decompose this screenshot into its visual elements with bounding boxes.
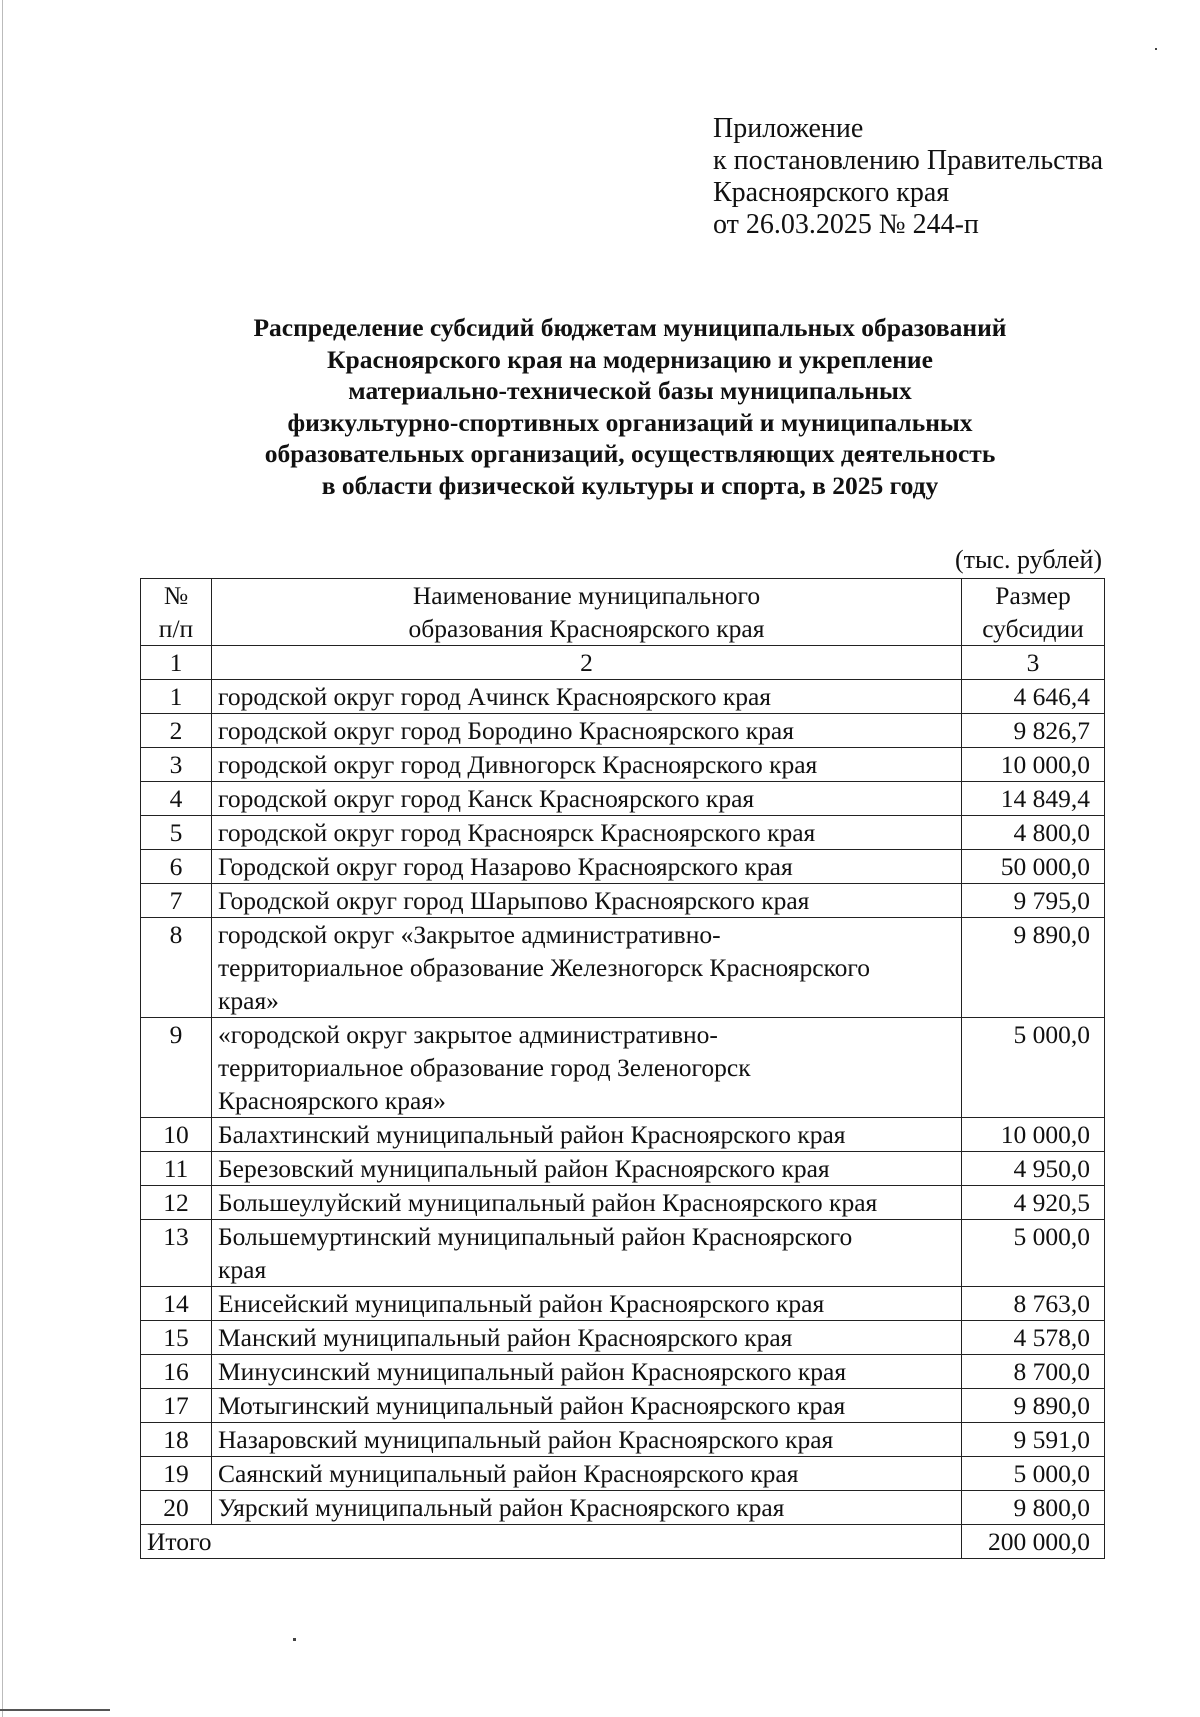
row-amount: 8 700,0 <box>962 1355 1105 1389</box>
row-num: 5 <box>141 816 212 850</box>
table-row <box>141 1220 1105 1287</box>
row-num: 11 <box>141 1152 212 1186</box>
table-row <box>141 1118 1105 1152</box>
row-name: Енисейский муниципальный район Красноярского края <box>212 1287 962 1321</box>
row-amount: 9 800,0 <box>962 1491 1105 1525</box>
row-name: городской округ город Канск Красноярского края <box>212 782 962 816</box>
table-row <box>141 850 1105 884</box>
scan-edge-mark <box>2 0 3 1717</box>
table-row <box>141 884 1105 918</box>
row-name-line: Красноярского края» <box>218 1086 446 1115</box>
row-num: 2 <box>141 714 212 748</box>
row-name-line: края» <box>218 986 279 1015</box>
header-num <box>141 579 212 646</box>
document-title <box>140 312 1120 501</box>
title-line-1: Распределение субсидий бюджетам муниципальных образований <box>253 313 1007 342</box>
row-num: 9 <box>141 1018 212 1118</box>
subsidy-table <box>140 578 1105 1559</box>
row-name <box>212 1220 962 1287</box>
row-amount: 4 920,5 <box>962 1186 1105 1220</box>
row-amount: 9 826,7 <box>962 714 1105 748</box>
row-name: Балахтинский муниципальный район Красноярского края <box>212 1118 962 1152</box>
total-amount: 200 000,0 <box>962 1525 1105 1559</box>
units-label: (тыс. рублей) <box>955 545 1103 574</box>
table-row <box>141 1389 1105 1423</box>
row-amount: 9 890,0 <box>962 1389 1105 1423</box>
row-name: Минусинский муниципальный район Красноярского края <box>212 1355 962 1389</box>
header-name <box>212 579 962 646</box>
row-num: 15 <box>141 1321 212 1355</box>
row-num: 6 <box>141 850 212 884</box>
column-number: 3 <box>962 646 1105 680</box>
table-row <box>141 1457 1105 1491</box>
table-row <box>141 816 1105 850</box>
row-amount: 5 000,0 <box>962 1220 1105 1287</box>
header-amount <box>962 579 1105 646</box>
appendix-block <box>713 113 1103 241</box>
table-row <box>141 680 1105 714</box>
appendix-line-4: от 26.03.2025 № 244-п <box>713 209 979 240</box>
header-amount-line-1: Размер <box>995 581 1071 610</box>
header-name-line-1: Наименование муниципального <box>412 581 761 610</box>
total-label: Итого <box>141 1525 962 1559</box>
row-amount: 9 890,0 <box>962 918 1105 1018</box>
column-number-row <box>141 646 1105 680</box>
row-name: городской округ город Бородино Красноярского края <box>212 714 962 748</box>
appendix-line-1: Приложение <box>713 113 864 144</box>
row-num: 20 <box>141 1491 212 1525</box>
table-row <box>141 714 1105 748</box>
table-row <box>141 918 1105 1018</box>
scan-bottom-line <box>0 1709 110 1711</box>
row-num: 13 <box>141 1220 212 1287</box>
row-num: 17 <box>141 1389 212 1423</box>
row-num: 10 <box>141 1118 212 1152</box>
row-num: 16 <box>141 1355 212 1389</box>
table-row <box>141 1491 1105 1525</box>
row-amount: 9 591,0 <box>962 1423 1105 1457</box>
row-amount: 14 849,4 <box>962 782 1105 816</box>
total-row <box>141 1525 1105 1559</box>
table-row <box>141 1287 1105 1321</box>
scan-dot <box>293 1638 296 1641</box>
title-line-2: Красноярского края на модернизацию и укрепление <box>327 344 933 374</box>
row-name <box>212 1018 962 1118</box>
row-name: Назаровский муниципальный район Красноярского края <box>212 1423 962 1457</box>
row-name: Городской округ город Назарово Красноярского края <box>212 850 962 884</box>
title-line-3: материально-технической базы муниципальных <box>348 376 912 405</box>
appendix-line-3: Красноярского края <box>713 177 950 208</box>
column-number: 2 <box>212 646 962 680</box>
table-row <box>141 1152 1105 1186</box>
row-name: Мотыгинский муниципальный район Красноярского края <box>212 1389 962 1423</box>
row-name-line: городской округ «Закрытое административно- <box>218 920 721 949</box>
row-name: городской округ город Ачинск Красноярского края <box>212 680 962 714</box>
row-amount: 4 800,0 <box>962 816 1105 850</box>
title-line-6: в области физической культуры и спорта, в 2025 году <box>321 470 939 500</box>
row-name: Большеулуйский муниципальный район Красноярского края <box>212 1186 962 1220</box>
table-row <box>141 1355 1105 1389</box>
row-num: 8 <box>141 918 212 1018</box>
row-name-line: «городской округ закрытое административно- <box>218 1020 718 1049</box>
row-num: 4 <box>141 782 212 816</box>
table-row <box>141 1018 1105 1118</box>
row-name: Березовский муниципальный район Красноярского края <box>212 1152 962 1186</box>
row-num: 14 <box>141 1287 212 1321</box>
row-amount: 4 578,0 <box>962 1321 1105 1355</box>
header-num-line-1: № <box>163 581 189 610</box>
row-name: городской округ город Дивногорск Красноярского края <box>212 748 962 782</box>
row-amount: 4 646,4 <box>962 680 1105 714</box>
row-amount: 8 763,0 <box>962 1287 1105 1321</box>
header-name-line-2: образования Красноярского края <box>408 614 765 643</box>
row-amount: 10 000,0 <box>962 1118 1105 1152</box>
title-line-5: образовательных организаций, осуществляющих деятельность <box>264 439 996 468</box>
header-num-line-2: п/п <box>158 614 194 643</box>
row-name-line: края <box>218 1255 267 1284</box>
row-num: 12 <box>141 1186 212 1220</box>
row-name: Уярский муниципальный район Красноярского края <box>212 1491 962 1525</box>
row-name <box>212 918 962 1018</box>
row-amount: 5 000,0 <box>962 1457 1105 1491</box>
appendix-line-2: к постановлению Правительства <box>713 145 1104 176</box>
row-amount: 9 795,0 <box>962 884 1105 918</box>
row-name-line: территориальное образование город Зеленогорск <box>218 1053 751 1082</box>
row-num: 3 <box>141 748 212 782</box>
row-amount: 5 000,0 <box>962 1018 1105 1118</box>
row-num: 19 <box>141 1457 212 1491</box>
table-row <box>141 1321 1105 1355</box>
row-name: городской округ город Красноярск Красноярского края <box>212 816 962 850</box>
table-row <box>141 1186 1105 1220</box>
table-row <box>141 782 1105 816</box>
scan-dot <box>1155 48 1157 50</box>
row-num: 7 <box>141 884 212 918</box>
row-name: Саянский муниципальный район Красноярского края <box>212 1457 962 1491</box>
table-header-row <box>141 579 1105 646</box>
row-num: 18 <box>141 1423 212 1457</box>
row-name: Городской округ город Шарыпово Красноярского края <box>212 884 962 918</box>
row-name: Манский муниципальный район Красноярского края <box>212 1321 962 1355</box>
row-num: 1 <box>141 680 212 714</box>
row-name-line: Большемуртинский муниципальный район Красноярского <box>218 1222 853 1251</box>
title-line-4: физкультурно-спортивных организаций и муниципальных <box>287 407 973 437</box>
row-amount: 50 000,0 <box>962 850 1105 884</box>
row-amount: 4 950,0 <box>962 1152 1105 1186</box>
row-amount: 10 000,0 <box>962 748 1105 782</box>
column-number: 1 <box>141 646 212 680</box>
row-name-line: территориальное образование Железногорск Красноярского <box>218 953 870 982</box>
table-row <box>141 1423 1105 1457</box>
table-row <box>141 748 1105 782</box>
header-amount-line-2: субсидии <box>982 614 1084 643</box>
